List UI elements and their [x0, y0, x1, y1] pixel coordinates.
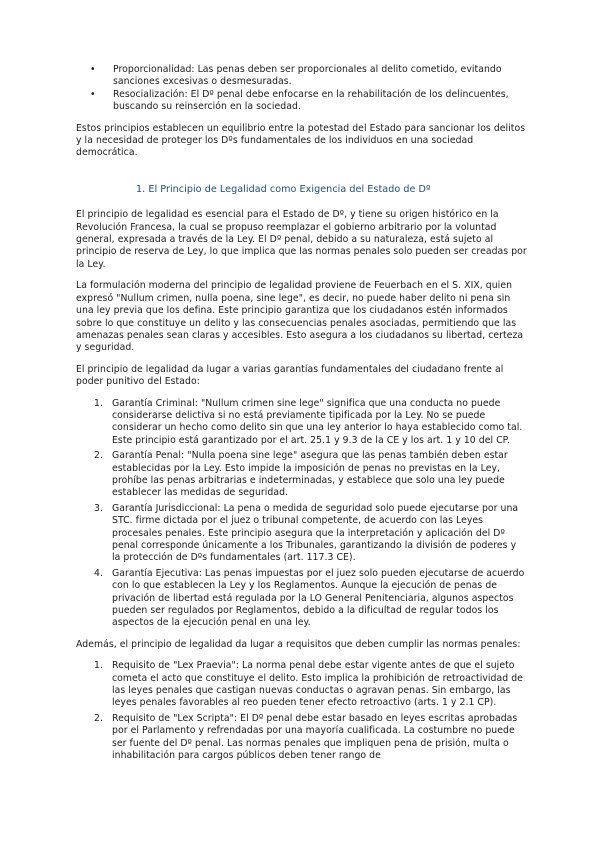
list-item-text: Garantía Criminal: "Nullum crimen sine lege" significa que una conducta no puede considerarse delictiva si no está previamente tipificada por la Ley. No se puede considerar un hecho como delito sin que una ley anterior lo haya establecido como tal. Este principio está garantizado por el art. 25.1 y 9.3 de la CE y los art. 1 y 10 del CP. [112, 397, 523, 446]
item-number: 1. [94, 397, 103, 409]
list-item-text: Requisito de "Lex Scripta": El Dº penal debe estar basado en leyes escritas aprobadas por el Parlamento y refrendadas por una mayoría cualificada. La costumbre no puede ser fuente del Dº penal. Las normas penales que impliquen pena de prisión, multa o inhabilitación para cargos públicos deben tener rango de [112, 712, 518, 762]
requirements-intro-paragraph: Además, el principio de legalidad da lugar a requisitos que deben cumplir las normas penales: [76, 638, 521, 650]
list-item [90, 88, 527, 114]
list-item [94, 567, 527, 630]
bullet-mark: • [90, 64, 96, 75]
item-number: 2. [94, 450, 103, 462]
list-item-text: Garantía Penal: "Nulla poena sine lege" asegura que las penas también deben estar establecidas por la Ley. Esto impide la imposición de penas no previstas en la Ley, prohíbe las penas arbitrarias e indeterminadas, y establece que solo una ley puede establecer las medidas de seguridad. [112, 450, 508, 499]
list-item [94, 502, 527, 565]
list-item [90, 64, 527, 89]
legality-origin-paragraph: El principio de legalidad es esencial para el Estado de Dº, y tiene su origen histórico en la Revolución Francesa, la cual se propuso reemplazar el gobierno arbitrario por la voluntad general, expresada a través de la Ley. El Dº penal, debido a su naturaleza, está sujeto al principio de reserva de Ley, lo que implica que las normas penales solo pueden ser creadas por la Ley. [76, 209, 527, 270]
list-item-text: Proporcionalidad: Las penas deben ser proporcionales al delito cometido, evitando sanciones excesivas o desmesuradas. [113, 64, 502, 88]
list-item [94, 450, 527, 500]
guarantees-intro-paragraph: El principio de legalidad da lugar a varias garantías fundamentales del ciudadano frente al poder punitivo del Estado: [76, 363, 504, 388]
list-item [94, 660, 527, 710]
item-number: 4. [94, 567, 103, 579]
feuerbach-paragraph: La formulación moderna del principio de legalidad proviene de Feuerbach en el S. XIX, quien expresó "Nullum crimen, nulla poena, sine lege", es decir, no puede haber delito ni pena sin una ley previa que los defina. Este principio garantiza que los ciudadanos estén informados sobre lo que constituye un delito y las consecuencias penales asociadas, permitiendo que las amenazas penales sean claras y accesibles. Esto asegura a los ciudadanos su libertad, certeza y seguridad. [76, 280, 524, 354]
bullet-mark: • [90, 88, 96, 100]
principles-bullet-list [76, 64, 527, 114]
item-number: 3. [94, 502, 103, 514]
list-item-text: Garantía Ejecutiva: Las penas impuestas por el juez solo pueden ejecutarse de acuerdo con lo que establecen la Ley y los Reglamentos. Aunque la ejecución de penas de privación de libertad está regulada por la LO General Penitenciaria, algunos aspectos pueden ser regulados por Reglamentos, debido a la dificultad de regular todos los aspectos de la ejecución penal en una ley. [112, 567, 525, 629]
list-item-text: Requisito de "Lex Praevia": La norma penal debe estar vigente antes de que el sujeto cometa el acto que constituye el delito. Esto implica la prohibición de retroactividad de las leyes penales que castigan nuevas conductas o agravan penas. Sin embargo, las leyes penales favorables al reo pueden tener efecto retroactivo (arts. 1 y 2.1 CP). [112, 660, 523, 709]
guarantees-list [76, 398, 527, 630]
list-item [94, 712, 527, 763]
list-item-text: Resocialización: El Dº penal debe enfocarse en la rehabilitación de los delincuentes, buscando su reinserción en la sociedad. [113, 88, 509, 113]
requirements-list [76, 660, 527, 762]
section-heading: 1. El Principio de Legalidad como Exigencia del Estado de Dº [136, 183, 431, 195]
list-item-text: Garantía Jurisdiccional: La pena o medida de seguridad solo puede ejecutarse por una STC. firme dictada por el juez o tribunal competente, de acuerdo con las Leyes procesales penales. Este principio asegura que la interpretación y aplicación del Dº penal corresponde únicamente a los Tribunales, garantizando la división de poderes y la protección de Dºs fundamentales (art. 117.3 CE). [112, 502, 519, 564]
intro-paragraph: Estos principios establecen un equilibrio entre la potestad del Estado para sancionar los delitos y la necesidad de proteger los Dºs fundamentales de los individuos en una sociedad democrática. [76, 122, 526, 159]
item-number: 2. [94, 712, 103, 724]
item-number: 1. [94, 660, 103, 672]
list-item [94, 397, 527, 448]
